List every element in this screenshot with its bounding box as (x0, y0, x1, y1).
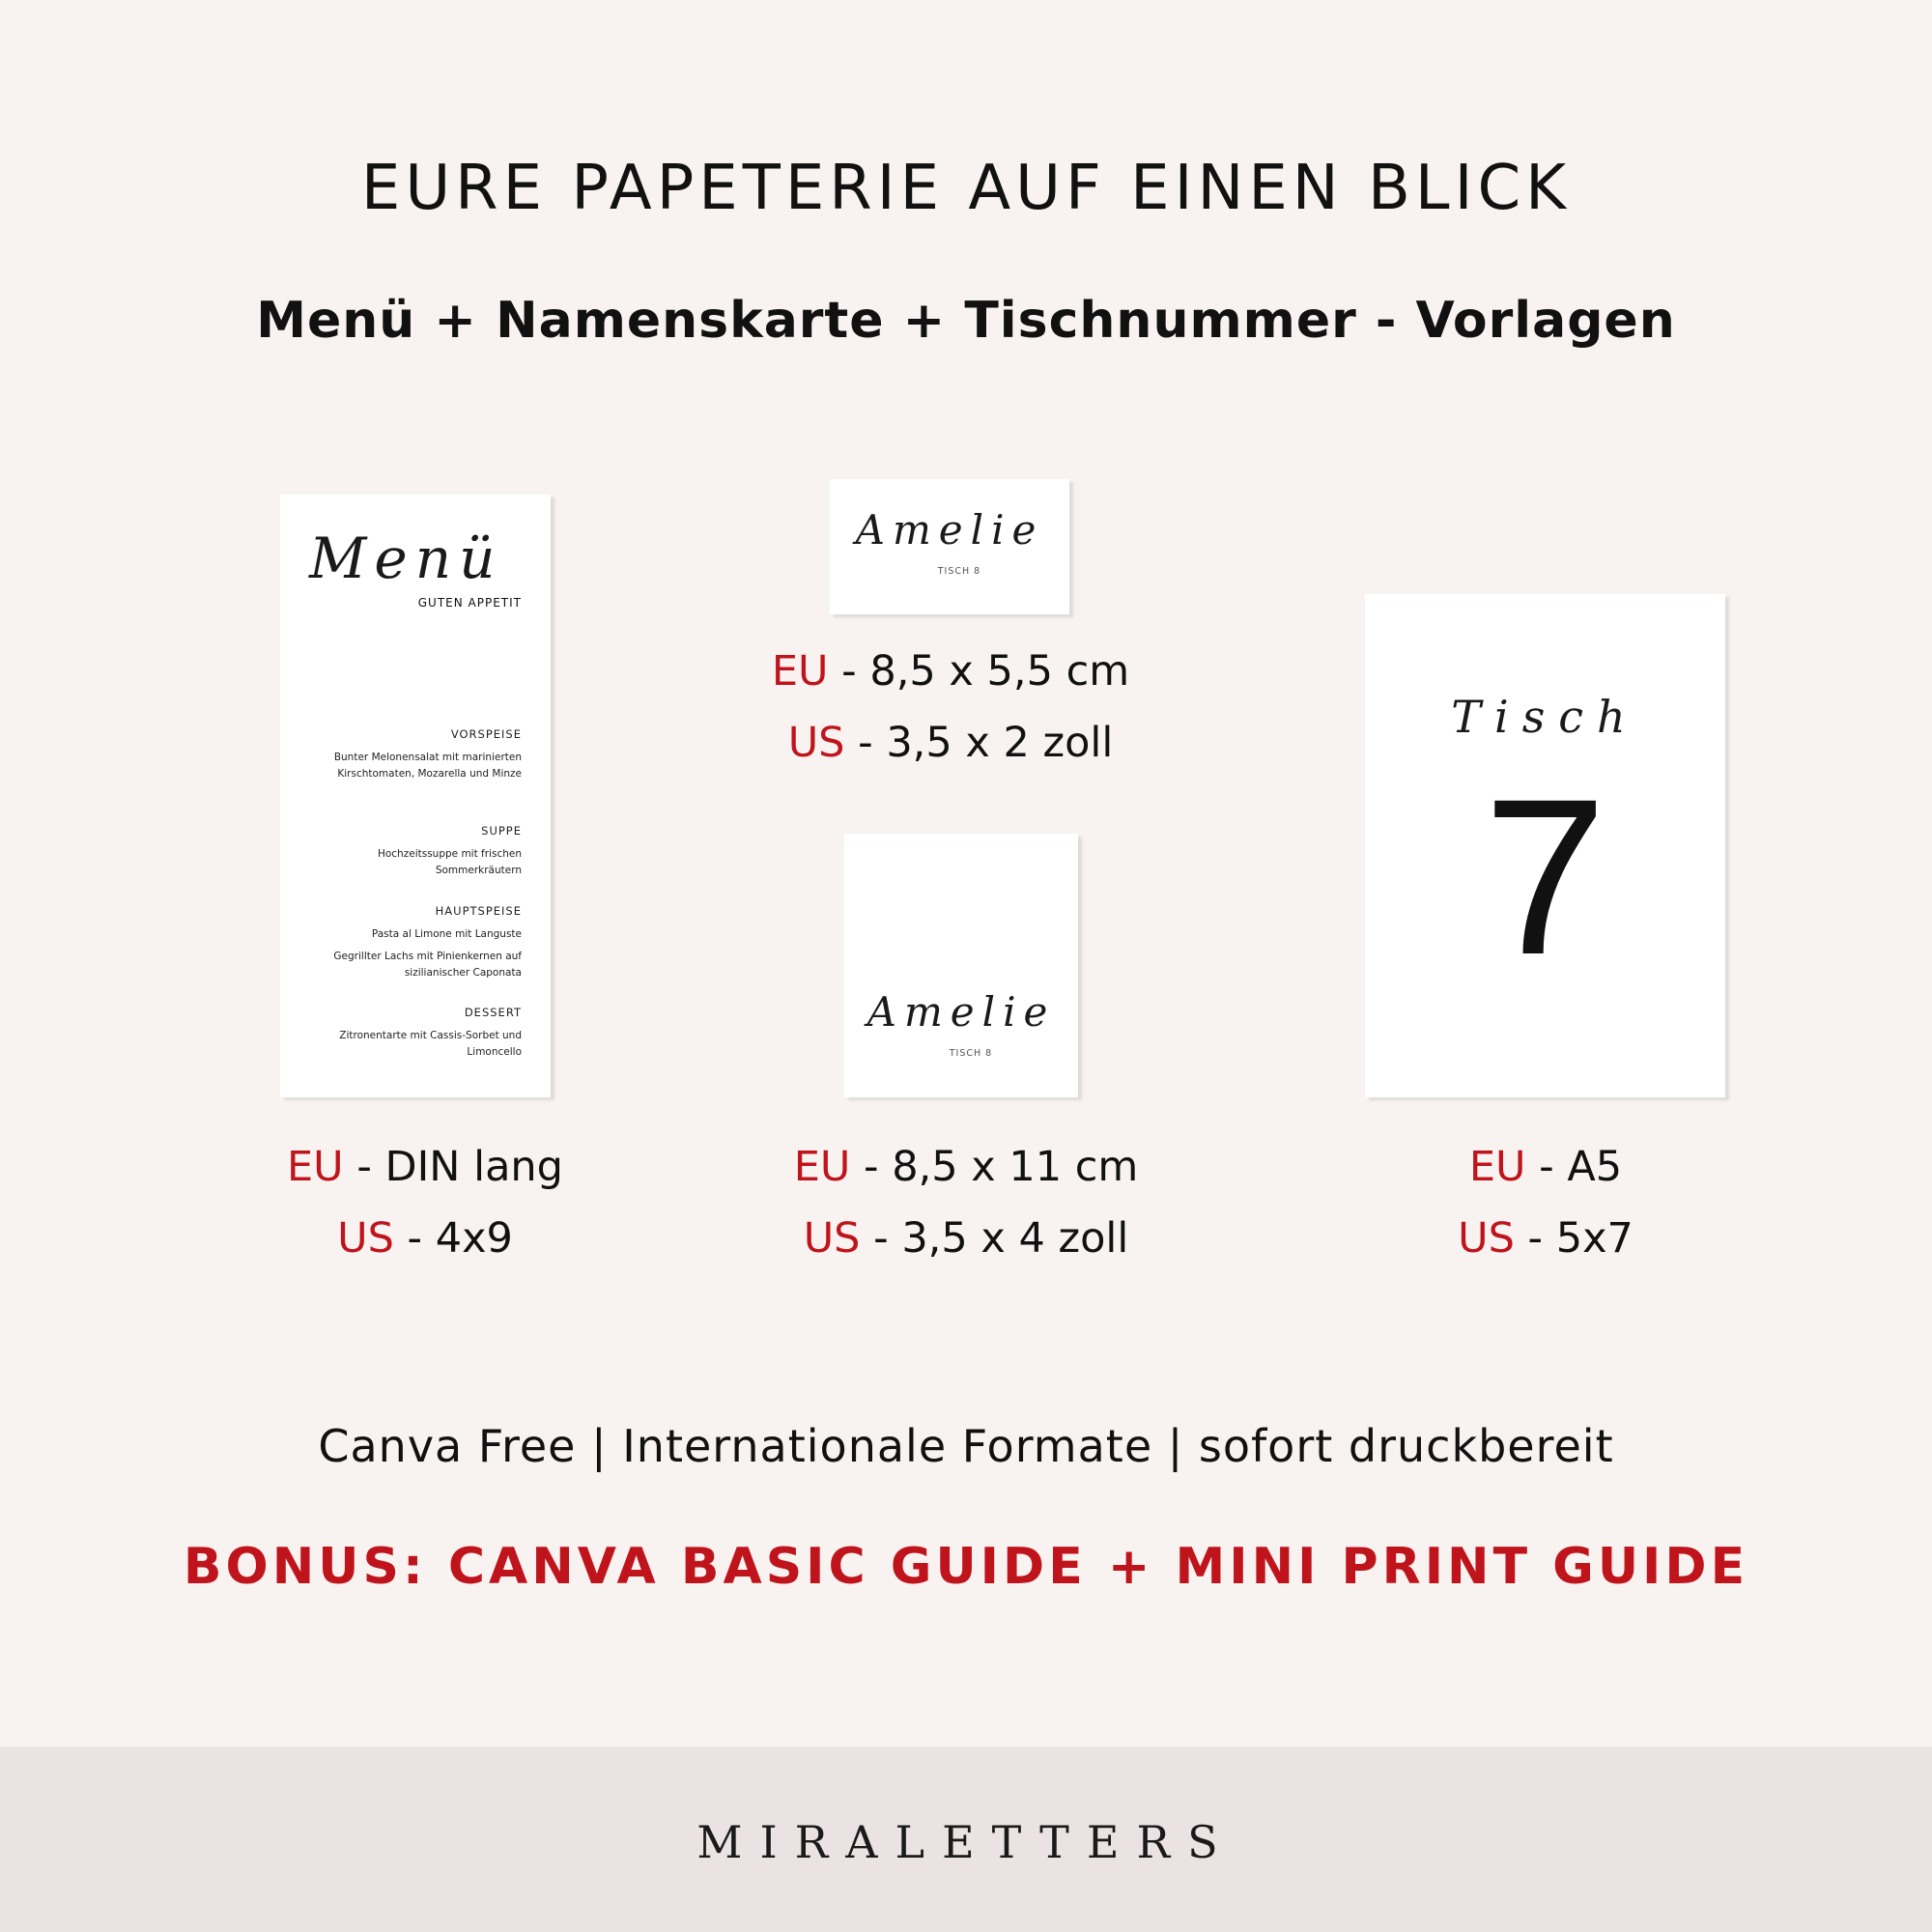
size-eu-table (1352, 1143, 1739, 1191)
place-card-name: Amelie (867, 988, 1056, 1036)
size-us-table (1352, 1214, 1739, 1263)
size-value: - 5x7 (1514, 1214, 1634, 1263)
menu-course-item: Gegrillter Lachs mit Pinienkernen auf sizilianischer Caponata (333, 951, 522, 979)
size-us-place-tall (753, 1214, 1179, 1263)
size-eu-menu (222, 1143, 628, 1191)
page-subtitle: Menü + Namenskarte + Tischnummer - Vorlagen (256, 292, 1676, 350)
region-label-us: US (1458, 1214, 1515, 1263)
region-label-us: US (803, 1214, 861, 1263)
size-value: - A5 (1525, 1143, 1623, 1191)
size-value: - 4x9 (393, 1214, 513, 1263)
size-value: - 8,5 x 5,5 cm (828, 647, 1130, 696)
menu-course-item: Zitronentarte mit Cassis-Sorbet und Limoncello (339, 1030, 522, 1058)
region-label-eu: EU (287, 1143, 344, 1191)
menu-card-preview (280, 495, 551, 1097)
region-label-us: US (787, 719, 845, 767)
menu-course-heading: DESSERT (464, 1006, 522, 1019)
size-value: - DIN lang (343, 1143, 563, 1191)
place-card-name: Amelie (855, 506, 1044, 554)
menu-course-heading: SUPPE (481, 824, 522, 838)
menu-course-heading: HAUPTSPEISE (435, 904, 522, 918)
size-value: - 3,5 x 2 zoll (844, 719, 1114, 767)
place-card-table: TISCH 8 (937, 566, 981, 577)
menu-course (299, 903, 522, 987)
size-eu-place-tall (753, 1143, 1179, 1191)
region-label-eu: EU (771, 647, 829, 696)
region-label-us: US (337, 1214, 394, 1263)
size-value: - 3,5 x 4 zoll (860, 1214, 1129, 1263)
place-card-tall-preview (844, 834, 1078, 1097)
size-us-menu (222, 1214, 628, 1263)
page-title: EURE PAPETERIE AUF EINEN BLICK (360, 153, 1572, 224)
region-label-eu: EU (793, 1143, 851, 1191)
menu-script-title: Menü (309, 526, 503, 591)
footer-bar (0, 1747, 1932, 1932)
table-card-script: Tisch (1451, 691, 1639, 743)
menu-course (299, 823, 522, 885)
region-label-eu: EU (1468, 1143, 1526, 1191)
menu-course-item: Pasta al Limone mit Languste (371, 928, 522, 940)
features-line: Canva Free | Internationale Formate | sofort druckbereit (318, 1420, 1614, 1472)
menu-course (299, 726, 522, 788)
size-eu-place-small (744, 647, 1157, 696)
menu-course (299, 1005, 522, 1066)
menu-course-heading: VORSPEISE (450, 727, 522, 741)
menu-course-item: Hochzeitssuppe mit frischen Sommerkräutern (377, 848, 522, 876)
size-us-place-small (744, 719, 1157, 767)
brand-logo-text: MIRALETTERS (696, 1816, 1236, 1868)
place-card-table: TISCH 8 (949, 1048, 993, 1059)
size-value: - 8,5 x 11 cm (850, 1143, 1139, 1191)
table-number-card-preview (1365, 594, 1725, 1097)
table-card-number: 7 (1483, 753, 1607, 1001)
menu-course-item: Bunter Melonensalat mit marinierten Kirschtomaten, Mozarella und Minze (333, 752, 522, 780)
bonus-line: BONUS: CANVA BASIC GUIDE + MINI PRINT GUIDE (183, 1538, 1749, 1596)
menu-greeting: GUTEN APPETIT (417, 596, 522, 610)
place-card-small-preview (830, 479, 1069, 614)
